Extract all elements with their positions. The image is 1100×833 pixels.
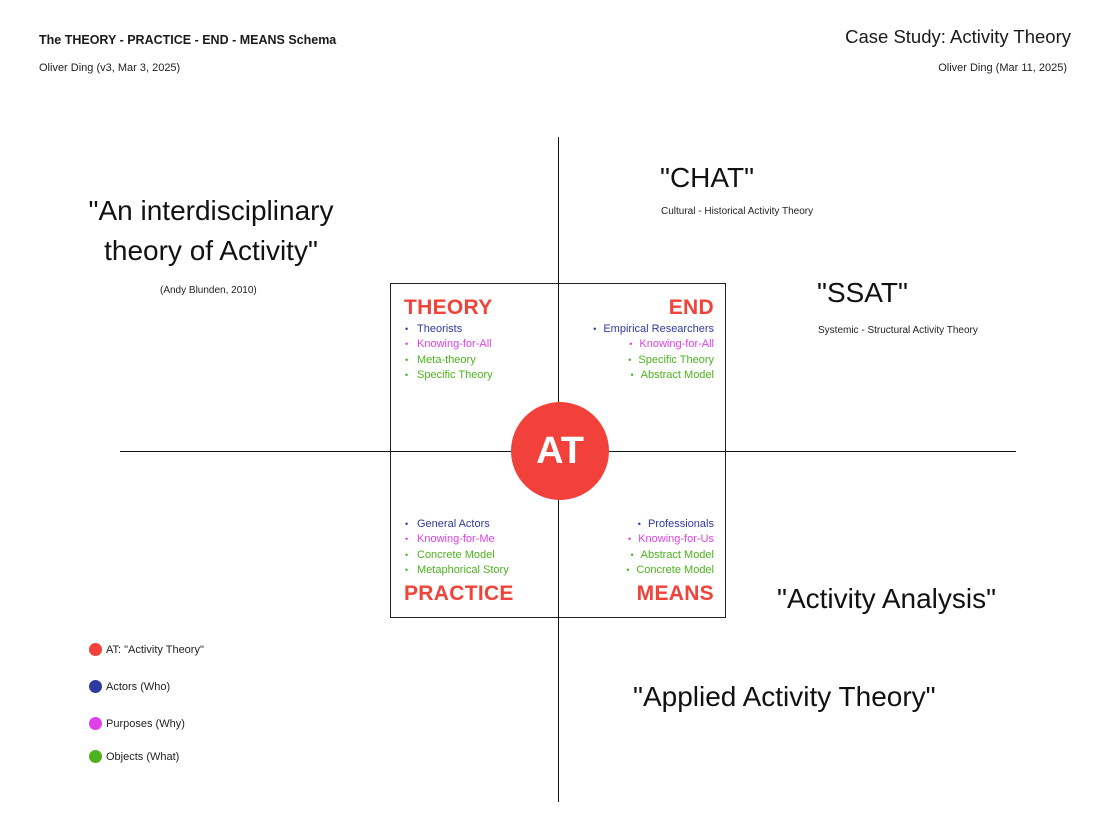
means-item-purpose: • Knowing-for-Us [628,533,714,546]
practice-list [404,517,514,578]
schema-author: Oliver Ding (v3, Mar 3, 2025) [39,62,181,74]
activity-theory-center-circle: AT [511,402,609,500]
legend-item-actors: Actors (Who) [89,680,170,693]
means-title: MEANS [636,582,714,606]
practice-item-actor: • General Actors [404,517,514,532]
interdisciplinary-source: (Andy Blunden, 2010) [160,285,257,296]
practice-item-object: • Metaphorical Story [404,563,514,578]
chat-quote: "CHAT" [660,162,755,193]
means-list [626,517,714,578]
theory-quadrant [404,296,493,383]
end-item-purpose: • Knowing-for-All [629,338,714,351]
theory-title: THEORY [404,296,493,319]
case-study-author: Oliver Ding (Mar 11, 2025) [938,62,1067,74]
practice-item-object: • Concrete Model [404,548,514,563]
end-item-actor: • Empirical Researchers [593,323,714,335]
theory-item-purpose: • Knowing-for-All [404,337,493,352]
theory-list [404,322,493,383]
schema-title: The THEORY - PRACTICE - END - MEANS Schema [39,33,337,47]
means-item-actor: • Professionals [637,518,714,530]
end-item-object: • Abstract Model [630,368,714,381]
theory-item-object: • Meta-theory [404,353,493,368]
interdisciplinary-quote [79,191,379,271]
blue-dot-icon [89,680,102,693]
magenta-dot-icon [89,717,102,730]
legend-item-objects: Objects (What) [89,750,179,763]
means-quadrant [626,517,714,606]
interdisciplinary-quote-line-2: theory of Activity" [104,235,318,266]
means-item-object: • Concrete Model [626,563,714,576]
end-list [593,322,714,383]
case-study-title: Case Study: Activity Theory [845,26,1071,47]
green-dot-icon [89,750,102,763]
practice-quadrant [404,517,514,606]
theory-item-object: • Specific Theory [404,368,493,383]
practice-item-purpose: • Knowing-for-Me [404,532,514,547]
activity-analysis-quote: "Activity Analysis" [777,583,997,614]
end-title: END [668,296,714,319]
means-item-object: • Abstract Model [630,548,714,561]
ssat-quote: "SSAT" [817,277,908,308]
legend-item-purposes: Purposes (Why) [89,717,185,730]
ssat-description: Systemic - Structural Activity Theory [818,325,978,336]
applied-activity-theory-quote: "Applied Activity Theory" [633,681,936,712]
practice-title: PRACTICE [404,582,514,606]
end-quadrant [593,296,714,383]
interdisciplinary-quote-line-1: "An interdisciplinary [88,195,334,226]
legend-item-at: AT: "Activity Theory" [89,643,204,656]
end-item-object: • Specific Theory [628,353,714,366]
red-dot-icon [89,643,102,656]
chat-description: Cultural - Historical Activity Theory [661,206,814,217]
theory-item-actor: • Theorists [404,322,493,337]
